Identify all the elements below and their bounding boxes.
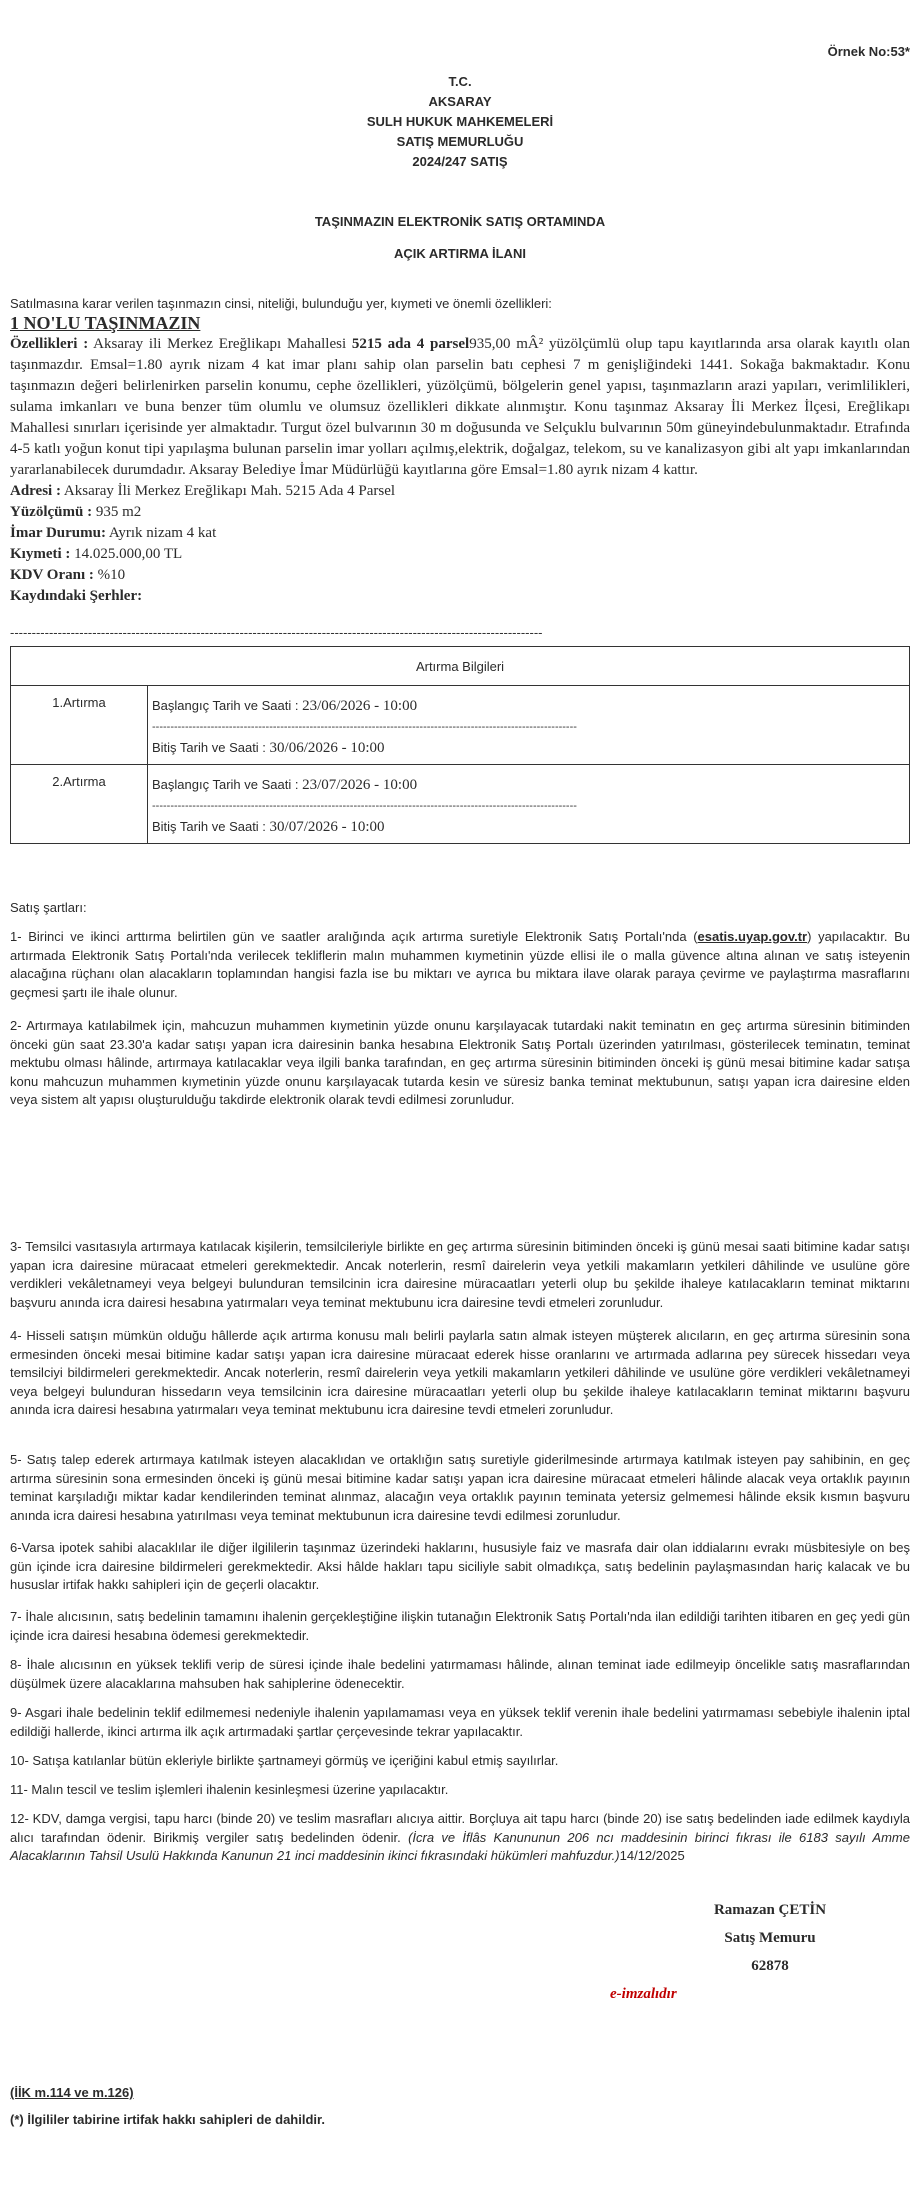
end-label: Bitiş Tarih ve Saati : [152, 819, 270, 834]
property-annotations [10, 586, 910, 607]
term-7: 7- İhale alıcısının, satış bedelinin tamamını ihalenin gerçekleştiğine ilişkin tutanağın Elektronik Satış Portalı'nda ilan edildiği tarihten itibaren en geç yedi gün içinde icra dairesi hesabına ödemesi gerekmektedir. [10, 1609, 910, 1643]
auction-round-label: 1.Artırma [11, 686, 148, 765]
auction-round-label: 2.Artırma [11, 765, 148, 844]
auction-end [152, 811, 909, 843]
end-label: Bitiş Tarih ve Saati : [152, 740, 270, 755]
end-value: 30/06/2026 - 10:00 [269, 740, 385, 756]
officer-number: 62878 [751, 1958, 789, 1974]
inner-separator: -------------------------------------------------------------------------------------------------------------------- [152, 801, 577, 811]
term-10: 10- Satışa katılanlar bütün ekleriyle birlikte şartnameyi görmüş ve içeriğini kabul etmiş sayılırlar. [10, 1753, 559, 1768]
header-line: AKSARAY [428, 94, 492, 109]
start-value: 23/07/2026 - 10:00 [302, 777, 418, 793]
auction-start [152, 690, 909, 722]
auction-round-info [148, 765, 910, 844]
law-article-footnote: (İİK m.114 ve m.126) [10, 2085, 134, 2100]
parcel-number: 5215 ada 4 parsel [351, 336, 470, 352]
start-value: 23/06/2026 - 10:00 [302, 698, 418, 714]
auction-table-header: Artırma Bilgileri [11, 647, 910, 686]
term-3: 3- Temsilci vasıtasıyla artırmaya katılacak kişilerin, temsilcileriyle birlikte en geç artırma süresinin bitiminden önceki iş günü mesai saati bitimine kadar satışı yapan icra dairesine müracaat etmeleri gerekmektedir. Ancak noterlerin, resmî dairelerin veya yetkili makamların yetkileri dâhilinde ve usulüne göre verdikleri vekâletnameyi veya belgeyi bulunduran temsilcinin icra dairesine müracaatları yeterli olup bu şekilde ihaleye katılacakların teminat miktarını başvuru anında icra dairesi hesabına yatırmaları veya teminat mektubunu icra dairesine tevdi etmeleri zorunludur. [10, 1239, 910, 1310]
esatis-link[interactable]: esatis.uyap.gov.tr [697, 929, 808, 944]
value-amount: 14.025.000,00 TL [70, 546, 183, 562]
area-value: 935 m2 [92, 504, 142, 520]
auction-row [11, 686, 910, 765]
term-1 [10, 928, 910, 1002]
property-section [10, 312, 910, 607]
property-heading: 1 NO'LU TAŞINMAZIN [10, 313, 201, 333]
start-label: Başlangıç Tarih ve Saati : [152, 777, 303, 792]
term-text: ) yapılacaktır. Bu artırmada Elektronik Satış Portalı'nda verilecek tekliflerin malın muhammen kıymetinin yüzde ellisi ile o malla güvence altına alınan ve satış isteyenin alacağına rüçhanı olan alacakların toplamından hangisi fazla ise bu miktarı ve ayrıca bu miktara ilave olarak paraya çevirme ve paylaştırma masraflarını geçmesi şartı ile ihale olunur. [10, 929, 910, 1000]
property-features [10, 334, 910, 481]
features-pre: Aksaray ili Merkez Ereğlikapı Mahallesi [88, 336, 352, 352]
kdv-value: %10 [93, 567, 126, 583]
term-9: 9- Asgari ihale bedelinin teklif edilmemesi nedeniyle ihalenin yapılamaması veya en yüksek teklif verenin ihale bedelini yatırmaması sebebiyle ihalenin iptal edildiği hallerde, ikinci artırma ilk açık artırmadaki şartlar çerçevesinde tekrar yapılacaktır. [10, 1705, 910, 1739]
footnote-note: (*) İlgililer tabirine irtifak hakkı sahipleri de dahildir. [10, 2112, 325, 2127]
features-label: Özellikleri : [10, 336, 89, 352]
header-line: 2024/247 SATIŞ [412, 154, 508, 169]
auction-table [10, 646, 910, 844]
term-text: 1- Birinci ve ikinci arttırma belirtilen gün ve saatler aralığında açık artırma suretiyle Elektronik Satış Portalı'nda ( [10, 929, 698, 944]
intro-text: Satılmasına karar verilen taşınmazın cinsi, niteliği, bulunduğu yer, kıymeti ve önemli özellikleri: [10, 296, 552, 311]
term-8: 8- İhale alıcısının en yüksek teklifi verip de süresi içinde ihale bedelini yatırmaması hâlinde, alınan teminat iade edilmeyip öncelikle satış masraflarından düşülmek üzere alacaklarına mahsuben hak sahiplerine ödenecektir. [10, 1657, 910, 1691]
property-address [10, 481, 910, 502]
header-line: SULH HUKUK MAHKEMELERİ [366, 114, 554, 129]
law-reference: (İcra ve İflâs Kanununun 206 ncı maddesinin birinci fıkrası ile 6183 sayılı Amme Alacaklarının Tahsil Usulü Hakkında Kanunun 21 inci maddesinin ikinci fıkrasındaki hükümleri mahfuzdur.) [10, 1829, 910, 1863]
announcement-date: 14/12/2025 [619, 1848, 685, 1863]
address-value: Aksaray İli Merkez Ereğlikapı Mah. 5215 Ada 4 Parsel [60, 483, 396, 499]
term-12 [10, 1810, 910, 1866]
annotations-label: Kaydındaki Şerhler: [10, 588, 143, 604]
auction-row [11, 765, 910, 844]
zoning-label: İmar Durumu: [10, 525, 106, 541]
zoning-value: Ayrık nizam 4 kat [105, 525, 217, 541]
value-label: Kıymeti : [10, 546, 71, 562]
term-4: 4- Hisseli satışın mümkün olduğu hâllerde açık artırma konusu malı belirli paylarla satın almak isteyen müşterek alıcıların, en geç artırma süresinin sona ermesinden önceki mesai bitimine kadar satışı yapan icra dairesine müracaat ederek hisse oranlarını ve artırmada adlarına pey sürecek hissedarı veya temsilciyi bildirmeleri gerekmektedir. Ancak noterlerin, resmî dairelerin veya yetkili makamların yetkileri dâhilinde ve usulüne göre verdikleri vekâletnameyi veya belgeyi bulunduran hissedarın veya temsilcinin icra dairesine müracaatları yeterli olup bu şekilde ihaleye katılacakların teminat miktarını başvuru anında icra dairesi hesabına yatırmaları veya teminat mektubunu icra dairesine tevdi etmeleri zorunludur. [10, 1328, 910, 1417]
address-label: Adresi : [10, 483, 61, 499]
kdv-label: KDV Oranı : [10, 567, 94, 583]
header-line: T.C. [448, 74, 472, 89]
sample-number: Örnek No:53* [827, 44, 910, 59]
officer-name: Ramazan ÇETİN [713, 1902, 827, 1918]
header-line: SATIŞ MEMURLUĞU [396, 134, 524, 149]
inner-separator: -------------------------------------------------------------------------------------------------------------------- [152, 722, 577, 732]
term-11: 11- Malın tescil ve teslim işlemleri ihalenin kesinleşmesi üzerine yapılacaktır. [10, 1782, 449, 1797]
e-signature-mark: e-imzalıdır [610, 1986, 677, 2002]
property-zoning [10, 523, 910, 544]
announcement-title [10, 212, 910, 264]
features-text: 935,00 mÂ² yüzölçümlü olup tapu kayıtlarında arsa olarak kayıtlı olan taşınmazdır. Emsal=1.80 ayrık nizam 4 kat imar planı sahip olan parselin batı cephesi 7 m genişliğindeki 1441. Sokağa bakmaktadır. Konu taşınmazın değeri belirlenirken parselin konumu, cephe özellikleri, yüzölçümü, bölgelerin genel yapısı, taşınmazların arazi yapıları, verimlilikleri, sulama imkanları ve buna benzer tüm olumlu ve olumsuz özellikleri dikkate alınmıştır. Konu taşınmaz Aksaray İli Merkez İlçesi, Ereğlikapı Mahallesi sınırları içerisinde yer almaktadır. Turgut özel bulvarının 30 m doğusunda ve Selçuklu bulvarının 50m güneyindebulunmaktadır. Etrafında 4-5 katlı yoğun konut tipi yapılaşma bulunan parselin imar yolları açılmış,elektrik, doğalgaz, telekom, su ve kanalizasyon gibi alt yapı imkanlarından yararlanabilecek durumdadır. Aksaray Belediye İmar Müdürlüğü kayıtlarına göre Emsal=1.80 ayrık nizam 4 kattır. [10, 336, 910, 478]
term-5: 5- Satış talep ederek artırmaya katılmak isteyen alacaklıdan ve ortaklığın satış suretiyle giderilmesinde artırmaya katılmak isteyen pay sahibinin, en geç artırma süresinin sona ermesinden önceki iş günü mesai bitimine kadar satışı yapan icra dairesine müracaat etmeleri hâlinde alacak veya ortaklık payının teminat karşıladığı miktar kadar kendilerinden teminat alınmaz, alacağın veya ortaklık payının teminata yetersiz gelmemesi hâlinde eksik kısmın başvuru anında icra dairesi hesabına yatırılması veya teminat mektubunun icra dairesine tevdi edilmesi zorunludur. [10, 1452, 910, 1523]
area-label: Yüzölçümü : [10, 504, 93, 520]
court-header [10, 72, 910, 172]
start-label: Başlangıç Tarih ve Saati : [152, 698, 303, 713]
end-value: 30/07/2026 - 10:00 [269, 819, 385, 835]
auction-end [152, 732, 909, 764]
auction-round-info [148, 686, 910, 765]
property-kdv [10, 565, 910, 586]
term-2: 2- Artırmaya katılabilmek için, mahcuzun muhammen kıymetinin yüzde onunu karşılayacak tutardaki nakit teminatın en geç artırma süresinin bitiminden önceki gün saat 23.30'a kadar satışı yapan icra dairesinin banka hesabına Elektronik Satış Portalı üzerinden yatırılması, gösterilecek teminatın, teminat mektubu olması hâlinde, artırmaya katılacaklar veya ilgili banka tarafından, en geç artırma süresinin bitiminden önceki iş günü mesai bitimine kadar satışa konu mahcuzun muhammen kıymetinin yüzde onunu karşılayacak tutarda kesin ve süresiz banka teminat mektubunun, satışı yapan icra dairesine elden veya sistem alt yapısı oluşturulduğu takdirde elektronik olarak tevdi edilmesi zorunludur. [10, 1018, 910, 1107]
auction-start [152, 769, 909, 801]
title-line-2: AÇIK ARTIRMA İLANI [394, 246, 526, 261]
property-value [10, 544, 910, 565]
separator-line: --------------------------------------------------------------------------------------------------------------------------- [10, 625, 543, 640]
term-6: 6-Varsa ipotek sahibi alacaklılar ile diğer ilgililerin taşınmaz üzerindeki haklarını, hususiyle faiz ve masrafa dair olan iddialarını evrakı müsbitesiyle on beş gün içinde icra dairesine bildirmeleri gerekmektedir. Aksi hâlde hakları tapu siciliyle sabit olmadıkça, satış bedelinin paylaşmasından hariç kalacak ve bu hususlar irtifak hakkı sahipleri için de geçerli olacaktır. [10, 1540, 910, 1592]
term-text: 12- KDV, damga vergisi, tapu harcı (binde 20) ve teslim masrafları alıcıya aittir. Borçluya ait tapu harcı (binde 20) ise satış bedelinden iade edilmek kaydıyla alıcı tarafından ödenir. Birikmiş vergiler satış bedelinden ödenir. [10, 1811, 910, 1845]
title-line-1: TAŞINMAZIN ELEKTRONİK SATIŞ ORTAMINDA [314, 214, 606, 229]
terms-label: Satış şartları: [10, 900, 87, 915]
property-area [10, 502, 910, 523]
officer-title: Satış Memuru [724, 1930, 816, 1946]
signature-block [690, 1896, 850, 1980]
